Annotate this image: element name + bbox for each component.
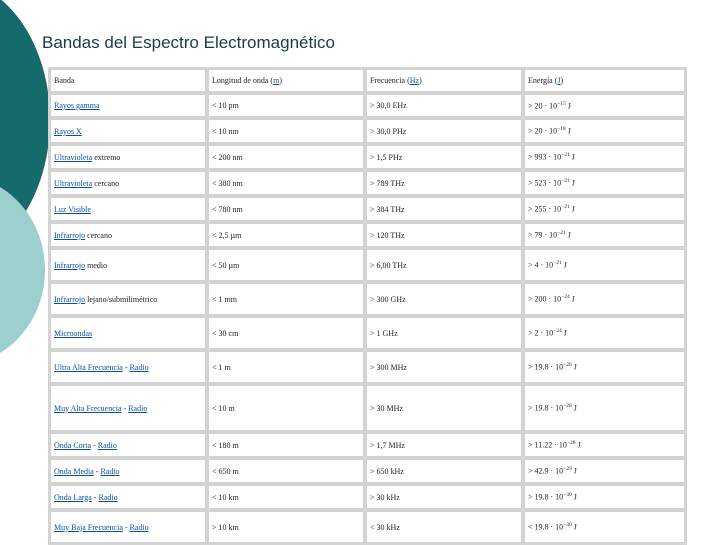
energy-exponent: −21 xyxy=(561,152,570,159)
band-cell xyxy=(50,171,206,195)
band-link[interactable]: Radio xyxy=(100,466,120,476)
wavelength-cell xyxy=(208,317,364,349)
energy-exponent: −30 xyxy=(563,522,572,529)
energy-unit: J xyxy=(569,294,575,304)
frequency-cell xyxy=(366,385,522,431)
band-link[interactable]: Rayos gamma xyxy=(54,101,100,110)
wavelength-value: < 10 m xyxy=(212,403,235,413)
energy-exponent: −15 xyxy=(557,100,566,107)
wavelength-cell xyxy=(208,351,364,383)
energy-cell xyxy=(524,351,685,383)
energy-unit: J xyxy=(565,126,571,136)
band-cell xyxy=(50,223,206,247)
frequency-cell xyxy=(366,249,522,281)
unit-link-hz[interactable]: Hz xyxy=(409,76,420,85)
energy-unit: J xyxy=(569,178,575,188)
band-link[interactable]: Ultravioleta xyxy=(54,152,93,162)
band-cell xyxy=(50,283,206,315)
energy-unit: J xyxy=(571,466,577,476)
wavelength-value: < 380 nm xyxy=(212,178,243,188)
energy-unit: J xyxy=(569,152,575,162)
energy-base: > 20 · 10 xyxy=(528,101,558,111)
energy-cell xyxy=(524,223,685,247)
table-row xyxy=(50,351,685,383)
energy-cell xyxy=(524,119,685,143)
energy-exponent: −26 xyxy=(563,362,572,369)
energy-cell xyxy=(524,94,685,117)
band-text: - xyxy=(122,522,130,532)
energy-cell xyxy=(524,249,685,281)
energy-unit: J xyxy=(565,230,571,240)
frequency-cell xyxy=(366,145,522,169)
energy-cell xyxy=(524,171,685,195)
energy-base: > 19.8 · 10 xyxy=(528,403,564,413)
band-link[interactable]: Rayos X xyxy=(54,126,82,136)
energy-exponent: −21 xyxy=(561,178,570,185)
energy-base: > 42.9 · 10 xyxy=(528,466,564,476)
energy-base: > 523 · 10 xyxy=(528,178,562,188)
header-suffix: ) xyxy=(419,76,422,85)
energy-base: > 19.8 · 10 xyxy=(528,492,564,502)
table-row xyxy=(50,145,685,169)
frequency-value: > 300 MHz xyxy=(370,362,407,372)
frequency-value: < 30 kHz xyxy=(370,522,400,532)
wavelength-cell xyxy=(208,171,364,195)
frequency-value: > 1,5 PHz xyxy=(370,152,403,162)
energy-exponent: −21 xyxy=(553,260,562,267)
band-cell xyxy=(50,94,206,117)
frequency-cell xyxy=(366,511,522,543)
band-link[interactable]: Infrarrojo xyxy=(54,294,86,304)
band-link[interactable]: Ultra Alta Frecuencia xyxy=(54,362,123,372)
header-cell-frequency xyxy=(366,69,522,92)
table-body xyxy=(50,94,685,543)
frequency-value: > 30 kHz xyxy=(370,492,400,502)
header-suffix: ) xyxy=(560,76,564,85)
band-text: cercano xyxy=(85,230,112,240)
header-suffix: ) xyxy=(279,76,283,85)
wavelength-cell xyxy=(208,145,364,169)
frequency-cell xyxy=(366,171,522,195)
wavelength-cell xyxy=(208,433,364,457)
frequency-value: > 300 GHz xyxy=(370,294,406,304)
energy-cell xyxy=(524,197,685,221)
band-text: - xyxy=(91,440,98,450)
band-link[interactable]: Luz Visible xyxy=(54,204,91,214)
wavelength-value: < 180 m xyxy=(212,440,239,450)
wavelength-value: > 10 km xyxy=(212,522,239,532)
frequency-cell xyxy=(366,459,522,483)
wavelength-cell xyxy=(208,197,364,221)
table-row xyxy=(50,249,685,281)
energy-exponent: −21 xyxy=(557,230,566,237)
wavelength-value: < 10 km xyxy=(212,492,239,502)
energy-cell xyxy=(524,283,685,315)
energy-base: > 11.22 · 10 xyxy=(528,440,567,450)
frequency-value: > 30,0 PHz xyxy=(370,126,407,136)
energy-exponent: −28 xyxy=(563,403,572,410)
energy-cell xyxy=(524,317,685,349)
band-link[interactable]: Radio xyxy=(129,362,149,372)
unit-link-j[interactable]: J xyxy=(557,76,561,85)
frequency-cell xyxy=(366,223,522,247)
band-link[interactable]: Onda Media xyxy=(54,466,94,476)
band-text: lejano/submilimétrico xyxy=(85,294,158,304)
frequency-cell xyxy=(366,317,522,349)
band-link[interactable]: Radio xyxy=(97,440,117,450)
header-label: Energía ( xyxy=(528,76,558,85)
page-title: Bandas del Espectro Electromagnético xyxy=(42,33,335,52)
band-cell xyxy=(50,197,206,221)
table-row xyxy=(50,511,685,543)
frequency-value: > 1,7 MHz xyxy=(370,440,405,450)
energy-exponent: −30 xyxy=(563,492,572,499)
energy-cell xyxy=(524,485,685,509)
wavelength-value: < 650 m xyxy=(212,466,239,476)
wavelength-cell xyxy=(208,459,364,483)
energy-unit: J xyxy=(561,328,567,338)
wavelength-value: < 10 pm xyxy=(212,101,239,110)
wavelength-value: < 10 nm xyxy=(212,126,239,136)
energy-base: > 20 · 10 xyxy=(528,126,558,136)
wavelength-value: < 2,5 µm xyxy=(212,230,242,240)
frequency-value: > 30 MHz xyxy=(370,403,403,413)
table-row xyxy=(50,283,685,315)
energy-unit: J xyxy=(565,101,571,111)
band-text: - xyxy=(93,466,101,476)
energy-unit: J xyxy=(571,492,577,502)
wavelength-value: < 1 m xyxy=(212,362,231,372)
spectrum-table xyxy=(48,67,687,545)
band-cell xyxy=(50,433,206,457)
energy-exponent: −21 xyxy=(561,204,570,211)
band-link[interactable]: Infrarrojo xyxy=(54,230,86,240)
energy-unit: J xyxy=(561,260,567,270)
wavelength-cell xyxy=(208,511,364,543)
table-row xyxy=(50,385,685,431)
band-link[interactable]: Radio xyxy=(128,403,148,413)
frequency-cell xyxy=(366,433,522,457)
band-cell xyxy=(50,119,206,143)
wavelength-value: < 1 mm xyxy=(212,294,237,304)
energy-cell xyxy=(524,433,685,457)
band-link[interactable]: Ultravioleta xyxy=(54,178,93,188)
table-row xyxy=(50,459,685,483)
energy-exponent: −28 xyxy=(566,440,576,447)
frequency-value: > 650 kHz xyxy=(370,466,404,476)
wavelength-cell xyxy=(208,249,364,281)
wavelength-value: < 50 µm xyxy=(212,260,240,270)
table-row xyxy=(50,223,685,247)
table-row xyxy=(50,197,685,221)
energy-base: > 79 · 10 xyxy=(528,230,558,240)
energy-exponent: −29 xyxy=(563,466,572,473)
table-row xyxy=(50,485,685,509)
energy-cell xyxy=(524,385,685,431)
frequency-value: > 789 THz xyxy=(370,178,405,188)
wavelength-value: < 200 nm xyxy=(212,152,243,162)
frequency-cell xyxy=(366,94,522,117)
band-text: - xyxy=(91,492,99,502)
band-link[interactable]: Infrarrojo xyxy=(54,260,86,270)
energy-base: > 200 · 10 xyxy=(528,294,562,304)
band-text: medio xyxy=(85,260,108,270)
wavelength-cell xyxy=(208,94,364,117)
header-cell-band xyxy=(50,69,206,92)
energy-exponent: −24 xyxy=(561,294,570,301)
table-header-row xyxy=(50,69,685,92)
header-cell-energy xyxy=(524,69,685,92)
band-cell xyxy=(50,249,206,281)
wavelength-cell xyxy=(208,385,364,431)
frequency-value: > 1 GHz xyxy=(370,328,398,338)
frequency-cell xyxy=(366,197,522,221)
energy-cell xyxy=(524,459,685,483)
table-row xyxy=(50,433,685,457)
energy-base: < 19.8 · 10 xyxy=(528,522,564,532)
energy-base: > 255 · 10 xyxy=(528,204,562,214)
table-row xyxy=(50,171,685,195)
band-cell xyxy=(50,459,206,483)
frequency-cell xyxy=(366,351,522,383)
header-label: Longitud de onda ( xyxy=(212,76,274,85)
wavelength-value: < 780 nm xyxy=(212,204,243,214)
energy-base: > 4 · 10 xyxy=(528,260,554,270)
energy-unit: J xyxy=(571,522,577,532)
band-cell xyxy=(50,385,206,431)
wavelength-cell xyxy=(208,283,364,315)
band-link[interactable]: Radio xyxy=(129,522,149,532)
band-cell xyxy=(50,317,206,349)
band-text: extremo xyxy=(92,152,121,162)
band-text: - xyxy=(122,362,130,372)
energy-unit: J xyxy=(571,403,577,413)
band-text: - xyxy=(121,403,129,413)
table-row xyxy=(50,94,685,117)
band-link[interactable]: Muy Baja Frecuencia xyxy=(54,522,123,532)
band-link[interactable]: Muy Alta Frecuencia xyxy=(54,403,122,413)
band-cell xyxy=(50,145,206,169)
energy-unit: J xyxy=(571,362,577,372)
table-row xyxy=(50,317,685,349)
energy-exponent: −24 xyxy=(553,328,562,335)
energy-cell xyxy=(524,145,685,169)
energy-cell xyxy=(524,511,685,543)
energy-exponent: −18 xyxy=(557,126,566,133)
wavelength-cell xyxy=(208,119,364,143)
frequency-cell xyxy=(366,119,522,143)
unit-link-m[interactable]: m xyxy=(273,76,280,85)
band-text: cercano xyxy=(92,178,120,188)
header-cell-wavelength xyxy=(208,69,364,92)
header-label: Banda xyxy=(54,76,75,85)
frequency-cell xyxy=(366,283,522,315)
energy-base: > 993 · 10 xyxy=(528,152,562,162)
band-link[interactable]: Onda Corta xyxy=(54,440,92,450)
wavelength-cell xyxy=(208,223,364,247)
frequency-value: > 30,0 EHz xyxy=(370,101,407,110)
table-row xyxy=(50,119,685,143)
wavelength-cell xyxy=(208,485,364,509)
band-cell xyxy=(50,485,206,509)
energy-base: > 19.8 · 10 xyxy=(528,362,564,372)
frequency-value: > 6,00 THz xyxy=(370,260,407,270)
wavelength-value: < 30 cm xyxy=(212,328,239,338)
band-link[interactable]: Microondas xyxy=(54,328,93,338)
energy-unit: J xyxy=(569,204,575,214)
band-link[interactable]: Radio xyxy=(98,492,118,502)
header-label: Frecuencia ( xyxy=(370,76,410,85)
band-cell xyxy=(50,351,206,383)
band-link[interactable]: Onda Larga xyxy=(54,492,92,502)
frequency-value: > 120 THz xyxy=(370,230,405,240)
band-cell xyxy=(50,511,206,543)
frequency-value: > 384 THz xyxy=(370,204,405,214)
energy-base: > 2 · 10 xyxy=(528,328,554,338)
energy-unit: J xyxy=(575,440,581,450)
frequency-cell xyxy=(366,485,522,509)
